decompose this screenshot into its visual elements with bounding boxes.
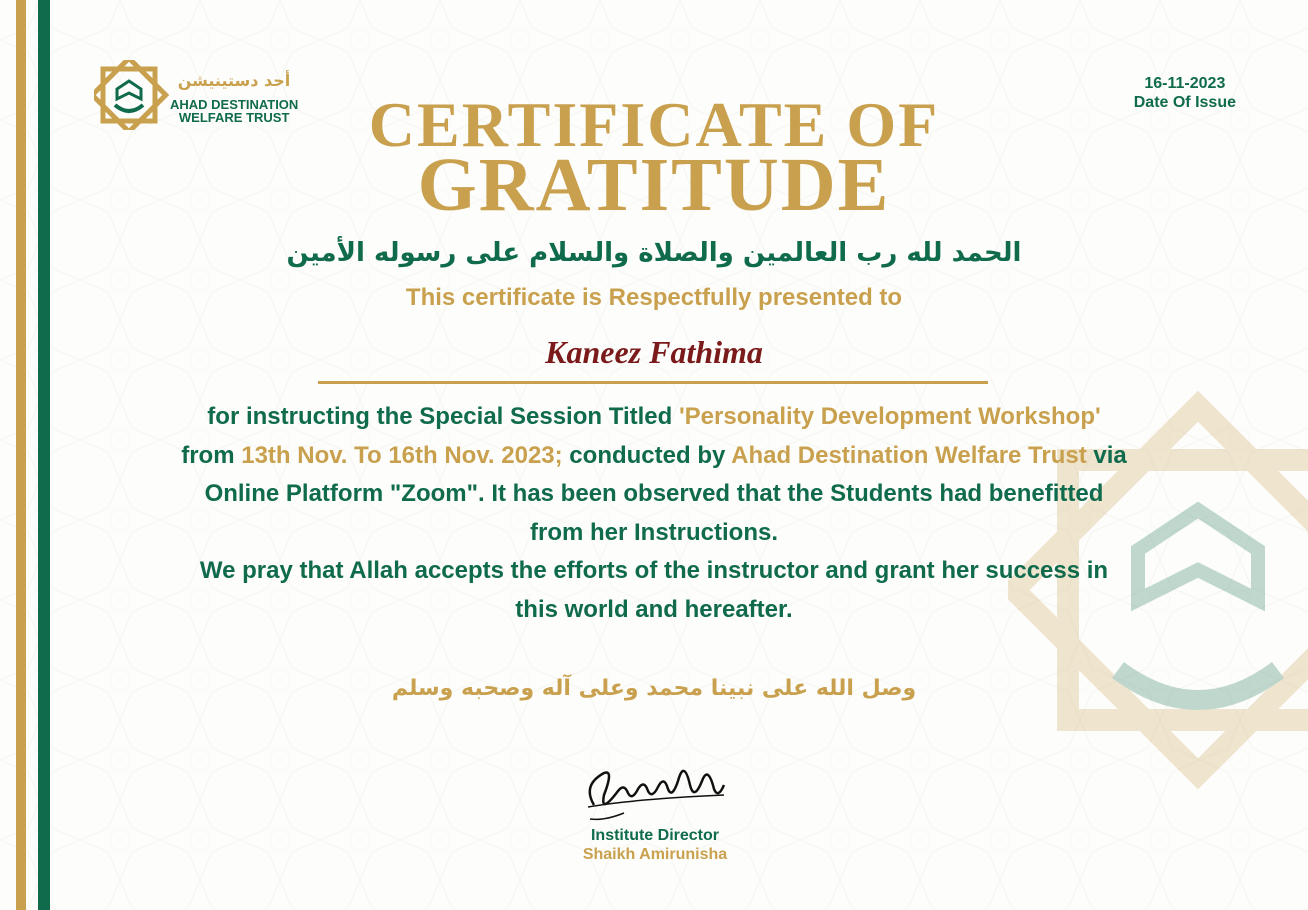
- certificate-title-line-2: GRATITUDE: [417, 143, 891, 227]
- signature-icon: [574, 745, 734, 825]
- signer-name: Shaikh Amirunisha: [582, 846, 728, 863]
- body-part-2: from: [181, 441, 242, 469]
- arabic-opening-text: الحمد لله رب العالمين والصلاة والسلام على رسوله الأمين: [286, 238, 1022, 268]
- body-part-1: for instructing the Special Session Titled: [207, 403, 679, 430]
- presented-to-text: This certificate is Respectfully presented to: [405, 284, 903, 311]
- logo-arabic-text: أحد دستينيشن: [177, 71, 291, 90]
- certificate-body: [180, 398, 1128, 629]
- logo-line-1: AHAD DESTINATION: [170, 97, 299, 112]
- organization-name: Ahad Destination Welfare Trust: [731, 441, 1087, 469]
- certificate-title-line-1: CERTIFICATE OF: [368, 89, 940, 160]
- recipient-name: Kaneez Fathima: [545, 334, 763, 370]
- session-title: 'Personality Development Workshop': [678, 403, 1101, 430]
- body-part-4: via Online Platform "Zoom". It has been observed that the Students had benefitted from her Instructions.: [204, 441, 1127, 546]
- issue-date-label: Date Of Issue: [1133, 94, 1236, 111]
- arabic-closing-text: وصل الله على نبينا محمد وعلى آله وصحبه وسلم: [391, 676, 917, 701]
- logo-line-2: WELFARE TRUST: [178, 110, 290, 125]
- issue-date: 16-11-2023: [1144, 75, 1226, 92]
- signature-block: [540, 826, 770, 864]
- body-prayer: We pray that Allah accepts the efforts of the instructor and grant her success in this world and hereafter.: [199, 557, 1109, 623]
- body-part-3: conducted by: [562, 441, 732, 469]
- session-dates: 13th Nov. To 16th Nov. 2023;: [241, 441, 563, 469]
- name-underline: [318, 381, 988, 384]
- signer-role: Institute Director: [590, 827, 719, 844]
